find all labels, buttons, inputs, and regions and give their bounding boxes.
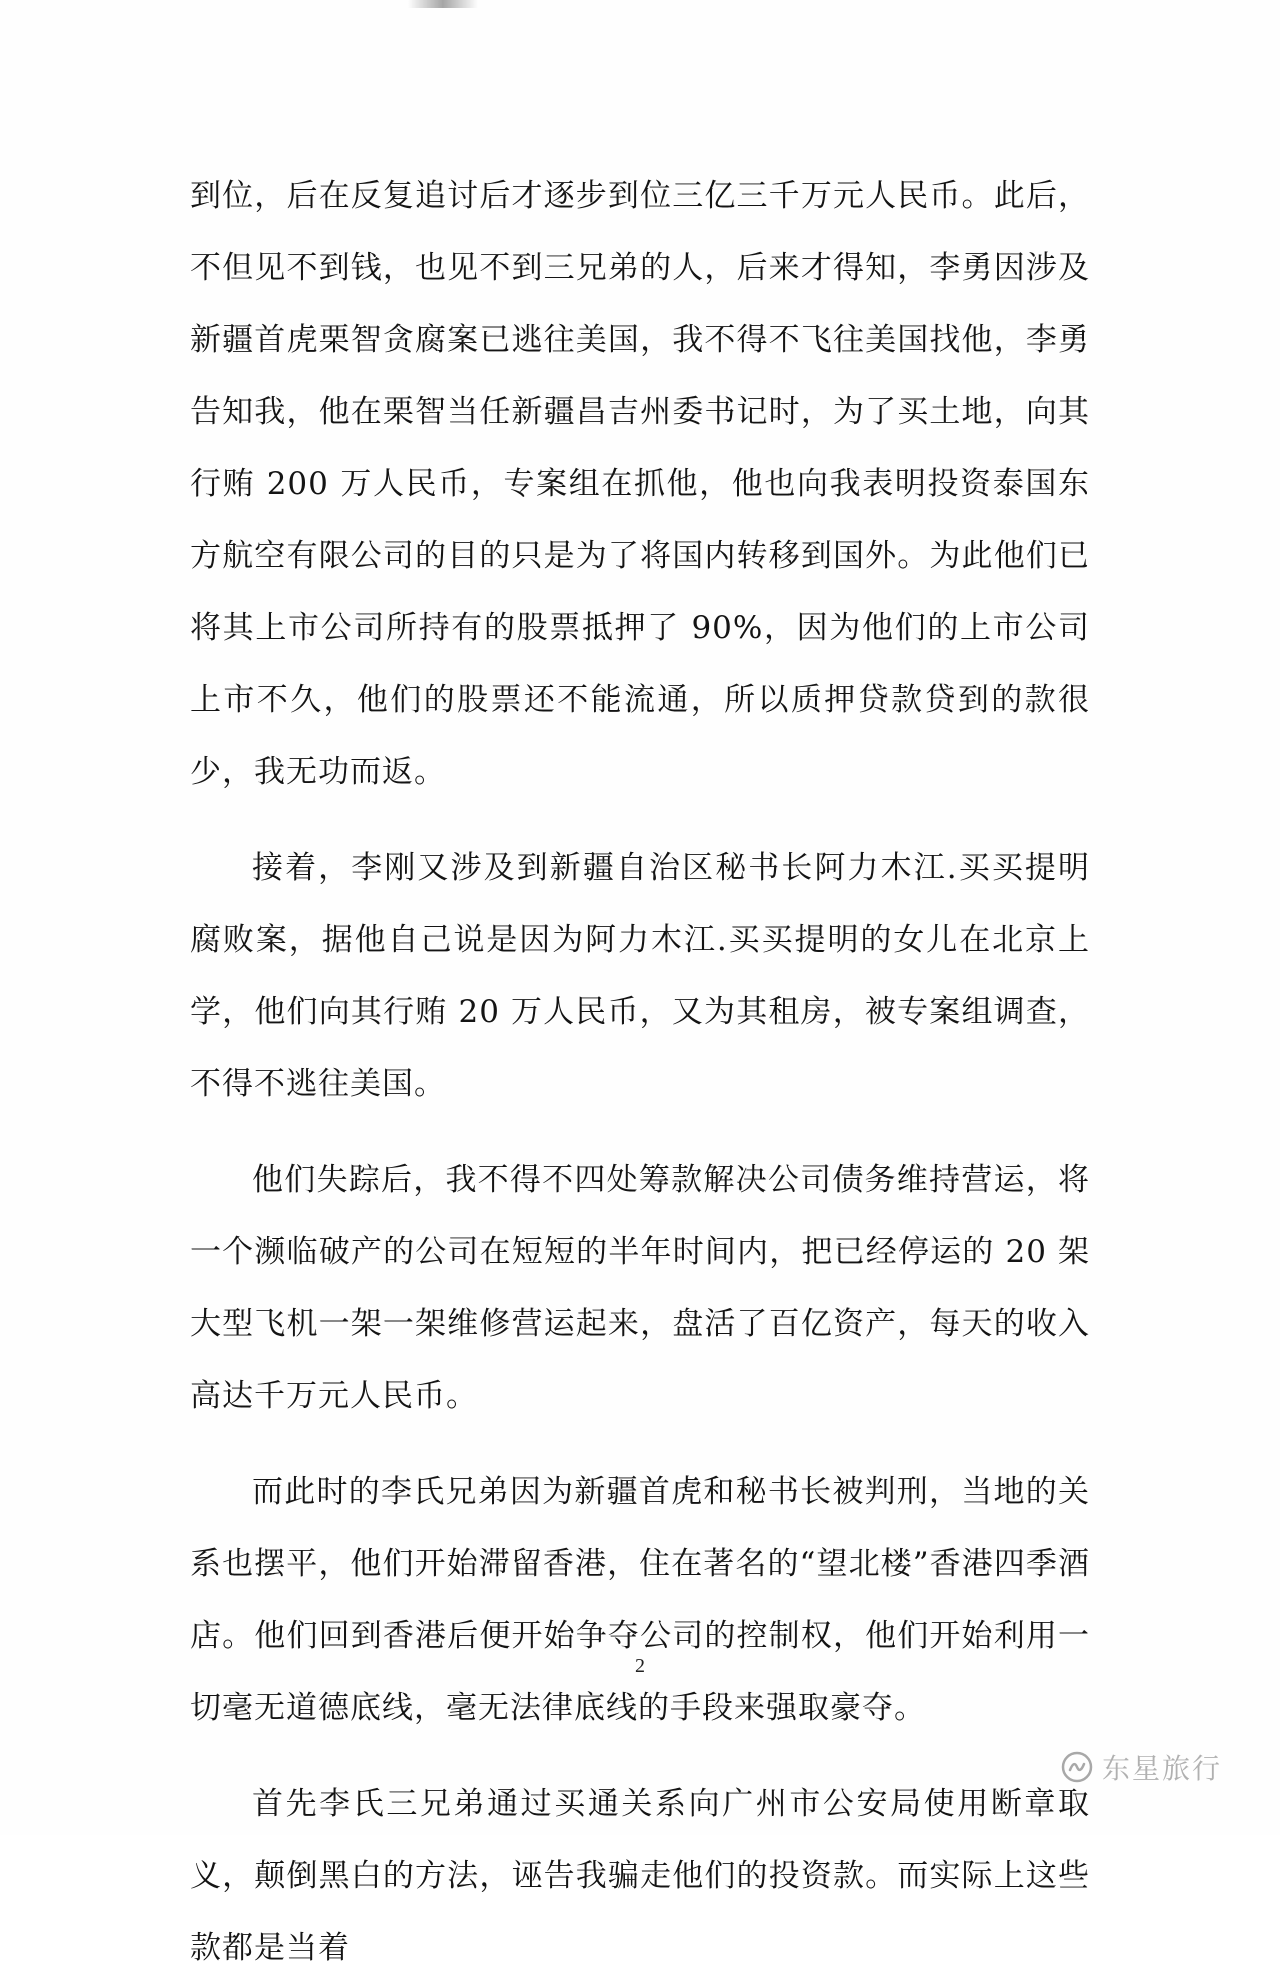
wechat-channel-icon bbox=[1060, 1750, 1094, 1784]
watermark bbox=[1060, 1747, 1222, 1787]
watermark-text: 东星旅行 bbox=[1102, 1752, 1223, 1785]
paragraph-1: 到位，后在反复追讨后才逐步到位三亿三千万元人民币。此后，不但见不到钱，也见不到三兄弟的人，后来才得知，李勇因涉及新疆首虎栗智贪腐案已逃往美国，我不得不飞往美国找他，李勇告知我，他在栗智当任新疆昌吉州委书记时，为了买土地，向其行贿 200 万人民币，专案组在抓他，他也向我表明投资泰国东方航空有限公司的目的只是为了将国内转移到国外。为此他们已将其上市公司所持有的股票抵押了 90%，因为他们的上市公司上市不久，他们的股票还不能流通，所以质押贷款贷到的款很少，我无功而返。 bbox=[190, 178, 1090, 790]
paragraph-3: 他们失踪后，我不得不四处筹款解决公司债务维持营运，将一个濒临破产的公司在短短的半年时间内，把已经停运的 20 架大型飞机一架一架维修营运起来，盘活了百亿资产，每天的收入高达千万元人民币。 bbox=[190, 1162, 1090, 1414]
document-body bbox=[190, 160, 1090, 1984]
page-number: 2 bbox=[635, 1655, 645, 1677]
paragraph-4: 而此时的李氏兄弟因为新疆首虎和秘书长被判刑，当地的关系也摆平，他们开始滞留香港，住在著名的“望北楼”香港四季酒店。他们回到香港后便开始争夺公司的控制权，他们开始利用一切毫无道德底线，毫无法律底线的手段来强取豪夺。 bbox=[190, 1474, 1090, 1726]
paragraph-5: 首先李氏三兄弟通过买通关系向广州市公安局使用断章取义，颠倒黑白的方法，诬告我骗走他们的投资款。而实际上这些款都是当着 bbox=[190, 1786, 1090, 1966]
scan-artifact bbox=[408, 0, 478, 8]
paragraph-2: 接着，李刚又涉及到新疆自治区秘书长阿力木江.买买提明腐败案，据他自己说是因为阿力木江.买买提明的女儿在北京上学，他们向其行贿 20 万人民币，又为其租房，被专案组调查，不得不逃往美国。 bbox=[190, 850, 1090, 1102]
